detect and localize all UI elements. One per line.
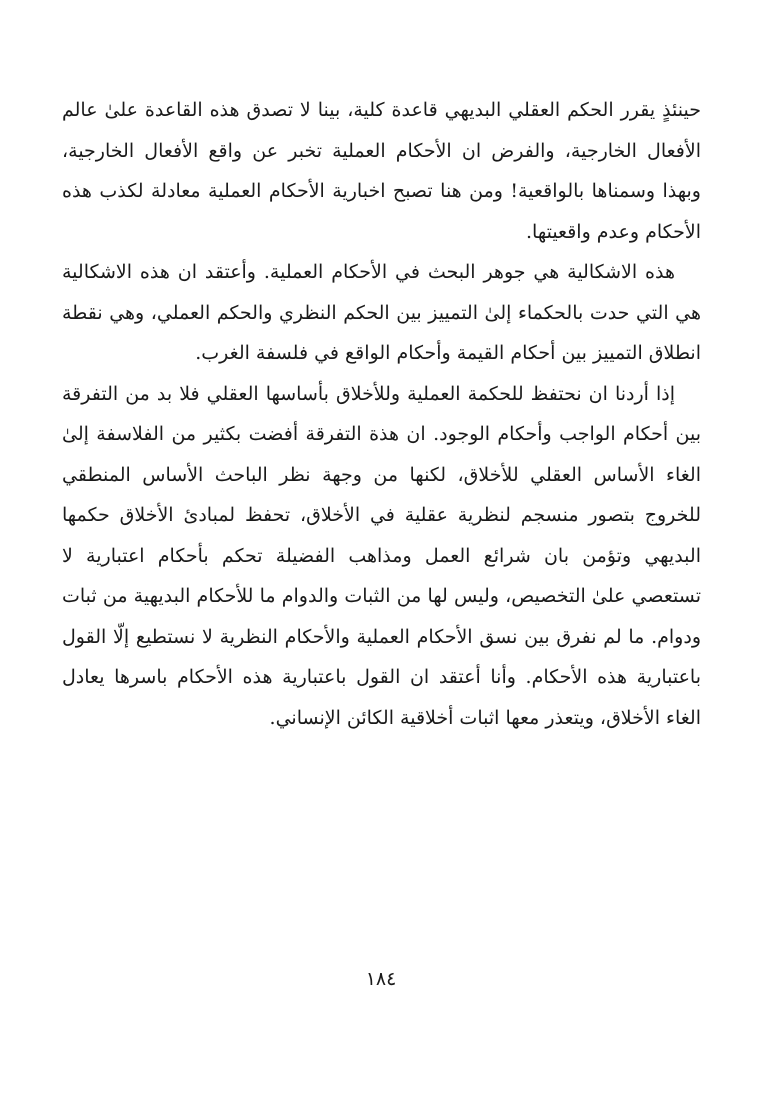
paragraph-3: إذا أردنا ان نحتفظ للحكمة العملية وللأخلاق بأساسها العقلي فلا بد من التفرقة بين أحكام الواجب وأحكام الوجود. ان هذة التفرقة أفضت بكثير من الفلاسفة إلىٰ الغاء الأساس العقلي للأخلاق، لكنها من وجهة نظر الباحث الأساس المنطقي للخروج بتصور منسجم لنظرية عقلية في الأخلاق، تحفظ لمبادئ الأخلاق حكمها البديهي وتؤمن بان شرائع العمل ومذاهب الفضيلة تحكم بأحكام اعتبارية لا تستعصي علىٰ التخصيص، وليس لها من الثبات والدوام ما للأحكام البديهية من ثبات ودوام. ما لم نفرق بين نسق الأحكام العملية والأحكام النظرية لا نستطيع إلّا القول باعتبارية هذه الأحكام. وأنا أعتقد ان القول باعتبارية هذه الأحكام باسرها يعادل الغاء الأخلاق، ويتعذر معها اثبات أخلاقية الكائن الإنساني. [62, 382, 701, 729]
paragraph-1: حينئذٍ يقرر الحكم العقلي البديهي قاعدة كلية، بينا لا تصدق هذه القاعدة علىٰ عالم الأفعال الخارجية، والفرض ان الأحكام العملية تخبر عن واقع الأفعال الخارجية، وبهذا وسمناها بالواقعية! ومن هنا تصبح اخبارية الأحكام العملية معادلة لكذب هذه الأحكام وعدم واقعيتها. [62, 99, 701, 243]
page-number: ١٨٤ [365, 968, 397, 990]
page-body [62, 90, 701, 738]
paragraph-2: هذه الاشكالية هي جوهر البحث في الأحكام العملية. وأعتقد ان هذه الاشكالية هي التي حدت بالحكماء إلىٰ التمييز بين الحكم النظري والحكم العملي، وهي نقطة انطلاق التمييز بين أحكام القيمة وأحكام الواقع في فلسفة الغرب. [62, 261, 701, 364]
